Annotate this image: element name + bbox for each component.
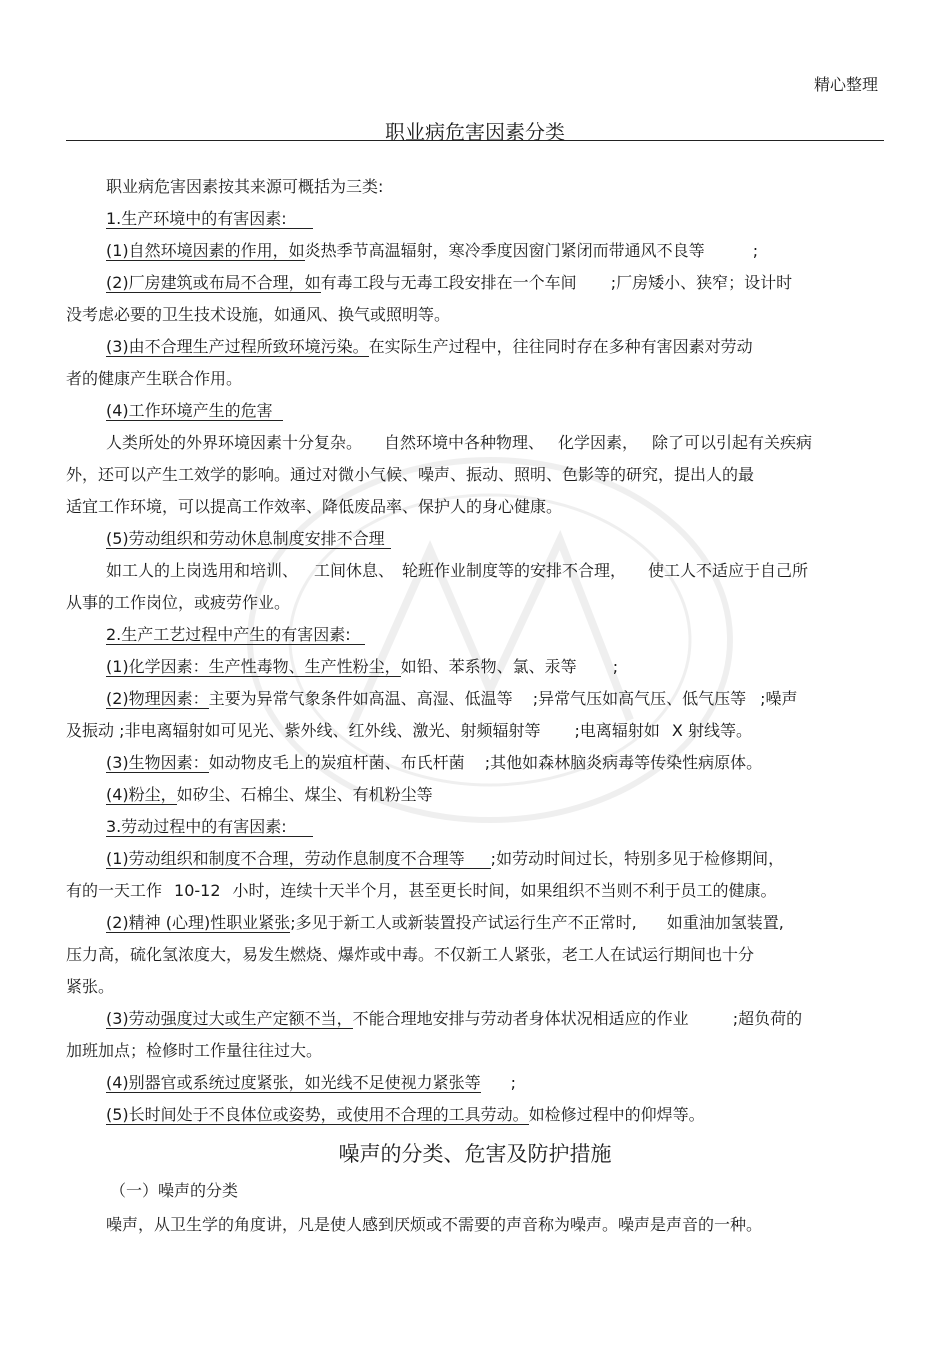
item-3-1-hours: 10-12 <box>174 881 221 900</box>
item-1-2 <box>106 270 792 293</box>
item-1-2-body: 有毒工段与无毒工段安排在一个车间 <box>320 273 577 292</box>
item-3-1-lead: (1)劳动组织和制度不合理，劳动作息制度不合理等 <box>106 849 491 869</box>
item-1-3-body: 在实际生产过程中，往往同时存在多种有害因素对劳动 <box>368 337 753 356</box>
section-1-heading-text: 1.生产环境中的有害因素: <box>106 209 313 229</box>
item-1-4-text: (4)工作环境产生的危害 <box>106 401 283 421</box>
subsection-heading: （一）噪声的分类 <box>110 1181 239 1200</box>
noise-definition: 噪声，从卫生学的角度讲，凡是使人感到厌烦或不需要的声音称为噪声。噪声是声音的一种。 <box>106 1215 763 1234</box>
para-2-line-2: 从事的工作岗位，或疲劳作业。 <box>66 593 291 612</box>
item-3-2 <box>106 910 784 933</box>
item-1-1-lead: (1)自然环境因素的作用，如 <box>106 241 305 260</box>
item-2-1 <box>106 654 618 677</box>
section-1-heading <box>106 206 313 229</box>
para-2-seg-a: 如工人的上岗选用和培训、 <box>106 561 299 580</box>
item-3-4 <box>106 1070 516 1093</box>
item-1-3 <box>106 334 753 357</box>
item-2-4 <box>106 782 433 805</box>
item-3-5 <box>106 1102 705 1125</box>
para-2-line-1 <box>106 558 808 581</box>
para-1-line-1 <box>106 430 812 453</box>
item-2-1-end: ; <box>612 657 619 676</box>
item-2-2 <box>106 686 798 709</box>
item-3-1-body: ;如劳动时间过长，特别多见于检修期间， <box>490 849 785 868</box>
para-2-seg-c: 轮班作业制度等的安排不合理， <box>402 561 627 580</box>
item-2-4-body: 如矽尘、石棉尘、煤尘、有机粉尘等 <box>176 785 433 804</box>
item-2-2-lead: (2)物理因素： <box>106 689 209 708</box>
intro-line: 职业病危害因素按其来源可概括为三类: <box>106 177 384 196</box>
item-3-1-cont <box>66 878 777 901</box>
item-2-2-cont-c: X 射线等。 <box>671 721 752 740</box>
item-3-2-cont-2: 紧张。 <box>66 977 115 996</box>
item-3-2-body: ;多见于新工人或新装置投产试运行生产不正常时, <box>290 913 637 932</box>
item-3-5-body: 如检修过程中的仰焊等。 <box>528 1105 705 1124</box>
item-2-3-tail: ;其他如森林脑炎病毒等传染性病原体。 <box>484 753 763 772</box>
item-2-2-tail: ;异常气压如高气压、低气压等 <box>532 689 747 708</box>
item-2-2-cont <box>66 718 752 741</box>
item-2-2-cont-b: ;电离辐射如 <box>574 721 660 740</box>
item-1-4 <box>106 398 283 421</box>
para-1-seg-c: 化学因素， <box>558 433 639 452</box>
para-1-line-2: 外，还可以产生工效学的影响。通过对微小气候、噪声、振动、照明、色影等的研究，提出人的最 <box>66 465 755 484</box>
para-1-seg-b: 自然环境中各种物理、 <box>384 433 545 452</box>
item-1-3-cont: 者的健康产生联合作用。 <box>66 369 243 388</box>
item-2-2-cont-a: 及振动 ;非电离辐射如可见光、紫外线、红外线、激光、射频辐射等 <box>66 721 541 740</box>
section-title-noise: 噪声的分类、危害及防护措施 <box>338 1142 612 1166</box>
item-3-3-tail: ;超负荷的 <box>732 1009 803 1028</box>
item-3-1-cont-b: 小时，连续十天半个月，甚至更长时间，如果组织不当则不利于员工的健康。 <box>232 881 777 900</box>
item-3-4-lead: (4)别器官或系统过度紧张，如光线不足使视力紧张等 <box>106 1073 481 1092</box>
para-2-seg-d: 使工人不适应于自己所 <box>648 561 809 580</box>
item-3-3 <box>106 1006 802 1029</box>
item-1-3-lead: (3)由不合理生产过程所致环境污染。 <box>106 337 369 356</box>
item-3-5-lead: (5)长时间处于不良体位或姿势，或使用不合理的工具劳动。 <box>106 1105 529 1124</box>
item-2-4-lead: (4)粉尘， <box>106 785 177 804</box>
item-2-3-body: 如动物皮毛上的炭疽杆菌、布氏杆菌 <box>208 753 465 772</box>
item-2-2-noise: ;噪声 <box>760 689 798 708</box>
section-3-heading <box>106 814 313 837</box>
item-3-3-lead: (3)劳动强度过大或生产定额不当， <box>106 1009 353 1028</box>
para-2-seg-b: 工间休息、 <box>314 561 395 580</box>
para-1-line-3: 适宜工作环境，可以提高工作效率、降低废品率、保护人的身心健康。 <box>66 497 563 516</box>
item-1-2-lead: (2)厂房建筑或布局不合理，如 <box>106 273 321 292</box>
item-1-5-text: (5)劳动组织和劳动休息制度安排不合理 <box>106 529 391 549</box>
item-2-1-body: 如铅、苯系物、氯、汞等 <box>400 657 577 676</box>
page-title: 职业病危害因素分类 <box>385 120 565 144</box>
item-3-1 <box>106 846 784 869</box>
item-3-2-tail: 如重油加氢装置, <box>666 913 784 932</box>
item-2-3-lead: (3)生物因素： <box>106 753 209 772</box>
item-3-3-body: 不能合理地安排与劳动者身体状况相适应的作业 <box>352 1009 689 1028</box>
item-1-1 <box>106 238 758 261</box>
item-3-1-cont-a: 有的一天工作 <box>66 881 163 900</box>
item-2-3 <box>106 750 762 773</box>
para-1-seg-a: 人类所处的外界环境因素十分复杂。 <box>106 433 363 452</box>
section-2-heading-text: 2.生产工艺过程中产生的有害因素: <box>106 625 365 645</box>
item-2-2-body: 主要为异常气象条件如高温、高湿、低温等 <box>208 689 513 708</box>
item-3-3-cont: 加班加点；检修时工作量往往过大。 <box>66 1041 323 1060</box>
item-3-2-cont-1: 压力高，硫化氢浓度大，易发生燃烧、爆炸或中毒。不仅新工人紧张，老工人在试运行期间也十分 <box>66 945 755 964</box>
item-3-2-lead: (2)精神 (心理)性职业紧张 <box>106 913 291 932</box>
item-1-1-body: 炎热季节高温辐射，寒冷季度因窗门紧闭而带通风不良等 <box>304 241 705 260</box>
item-1-2-cont: 没考虑必要的卫生技术设施，如通风、换气或照明等。 <box>66 305 451 324</box>
section-3-heading-text: 3.劳动过程中的有害因素: <box>106 817 313 837</box>
item-2-1-lead: (1)化学因素：生产性毒物、生产性粉尘， <box>106 657 401 676</box>
section-2-heading <box>106 622 365 645</box>
item-1-5 <box>106 526 391 549</box>
item-1-1-end: ; <box>752 241 759 260</box>
header-note: 精心整理 <box>813 75 878 94</box>
para-1-seg-d: 除了可以引起有关疾病 <box>652 433 813 452</box>
title-divider <box>66 140 884 141</box>
item-1-2-tail: ;厂房矮小、狭窄；设计时 <box>610 273 793 292</box>
item-3-4-end: ; <box>510 1073 517 1092</box>
